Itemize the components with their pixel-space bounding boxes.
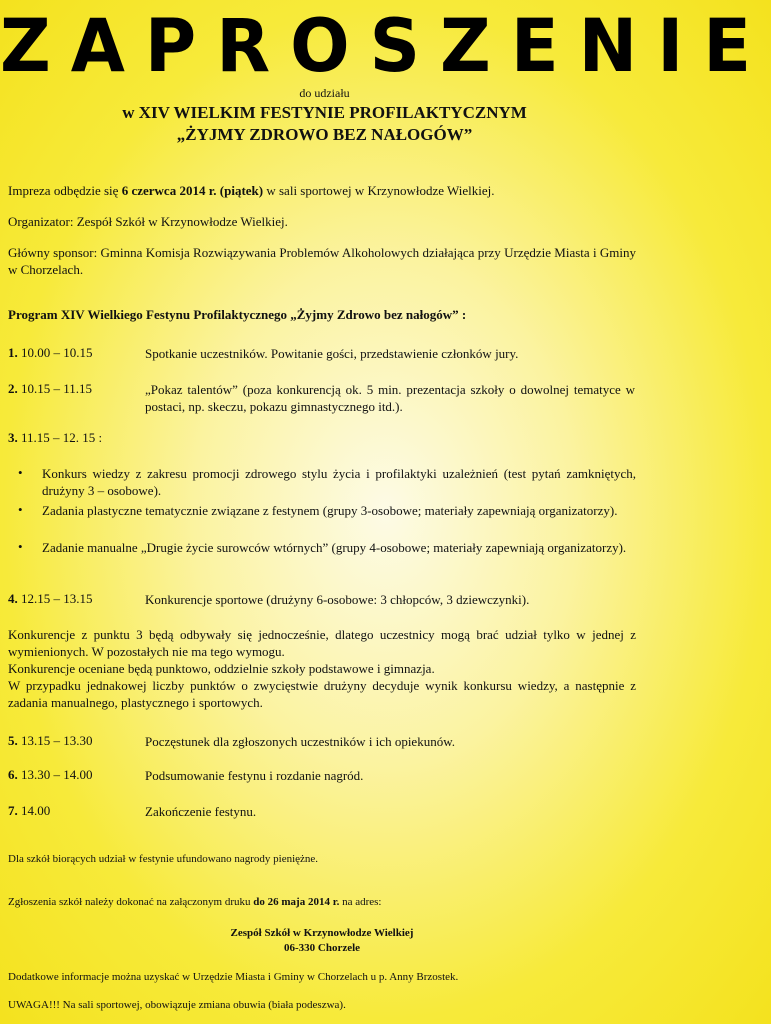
application-info: Zgłoszenia szkół należy dokonać na załączonym druku do 26 maja 2014 r. na adres: (8, 896, 382, 908)
event-date: 6 czerwca 2014 r. (piątek) (121, 183, 264, 198)
program-item-6-time: 6. 13.30 – 14.00 (8, 767, 93, 782)
address-line-1: Zespół Szkół w Krzynowłodze Wielkiej (230, 927, 414, 939)
bullet-icon: • (18, 502, 23, 517)
event-info (8, 182, 636, 199)
prizes-info: Dla szkół biorących udział w festynie ufundowano nagrody pieniężne. (8, 853, 319, 865)
program-item-1-time: 1. 10.00 – 10.15 (8, 345, 93, 360)
organizer-info: Organizator: Zespół Szkół w Krzynowłodze Wielkiej. (8, 214, 288, 229)
program-item-5-text: Poczęstunek dla zgłoszonych uczestników i ich opiekunów. (145, 734, 455, 749)
bullet-item-3: Zadanie manualne „Drugie życie surowców wtórnych” (grupy 4-osobowe; materiały zapewniają organizatorzy). (42, 540, 627, 555)
additional-info: Dodatkowe informacje można uzyskać w Urzędzie Miasta i Gminy w Chorzelach u p. Anny Brzostek. (8, 971, 459, 983)
program-item-2-time: 2. 10.15 – 11.15 (8, 381, 93, 396)
subtitle-line-1: do udziału (299, 86, 350, 100)
note-3: W przypadku jednakowej liczby punktów o zwycięstwie drużyny decyduje wynik konkursu wiedzy, a następnie z zadania manualnego, plastycznego i sportowych. (8, 678, 636, 710)
bullet-item-2: Zadania plastyczne tematycznie związane z festynem (grupy 3-osobowe; materiały zapewniają organizatorzy). (42, 503, 618, 518)
program-item-1-text: Spotkanie uczestników. Powitanie gości, przedstawienie członków jury. (145, 346, 519, 361)
address-line-2: 06-330 Chorzele (283, 942, 361, 954)
program-item-6-text: Podsumowanie festynu i rozdanie nagród. (145, 768, 364, 783)
program-item-4-text: Konkurencje sportowe (drużyny 6-osobowe: 3 chłopców, 3 dziewczynki). (145, 592, 530, 607)
program-item-7-time: 7. 14.00 (8, 803, 51, 818)
subtitle-line-3: „ŻYJMY ZDROWO BEZ NAŁOGÓW” (176, 125, 473, 144)
sponsor-info: Główny sponsor: Gminna Komisja Rozwiązywania Problemów Alkoholowych działająca przy Urzędzie Miasta i Gminy w Chorzelach. (8, 245, 636, 277)
bullet-icon: • (18, 539, 23, 554)
page-title: ZAPROSZENIE (0, 2, 771, 90)
warning-note: UWAGA!!! Na sali sportowej, obowiązuje zmiana obuwia (biała podeszwa). (8, 999, 346, 1011)
program-item-7-text: Zakończenie festynu. (145, 804, 257, 819)
program-item-5-time: 5. 13.15 – 13.30 (8, 733, 93, 748)
note-2: Konkurencje oceniane będą punktowo, oddzielnie szkoły podstawowe i gimnazja. (8, 661, 435, 676)
program-item-3-time: 3. 11.15 – 12. 15 : (8, 430, 103, 445)
program-heading: Program XIV Wielkiego Festynu Profilaktycznego „Żyjmy Zdrowo bez nałogów” : (8, 307, 467, 322)
event-prefix: Impreza odbędzie się (8, 183, 122, 198)
bullet-item-1: Konkurs wiedzy z zakresu promocji zdrowego stylu życia i profilaktyki uzależnień (test pytań zamkniętych, drużyny 3 – osobowe). (42, 466, 636, 498)
event-suffix: w sali sportowej w Krzynowłodze Wielkiej. (263, 183, 495, 198)
bullet-icon: • (18, 465, 23, 480)
program-item-2-text: „Pokaz talentów” (poza konkurencją ok. 5 min. prezentacja szkoły o dowolnej tematyce w postaci, np. skeczu, pokazu gimnastycznego itd.). (145, 382, 635, 414)
subtitle-line-2: w XIV WIELKIM FESTYNIE PROFILAKTYCZNYM (122, 103, 527, 122)
program-item-4-time: 4. 12.15 – 13.15 (8, 591, 93, 606)
note-1: Konkurencje z punktu 3 będą odbywały się jednocześnie, dlatego uczestnicy mogą brać udział tylko w jednej z wymienionych. W pozostałych nie ma tego wymogu. (8, 627, 636, 659)
